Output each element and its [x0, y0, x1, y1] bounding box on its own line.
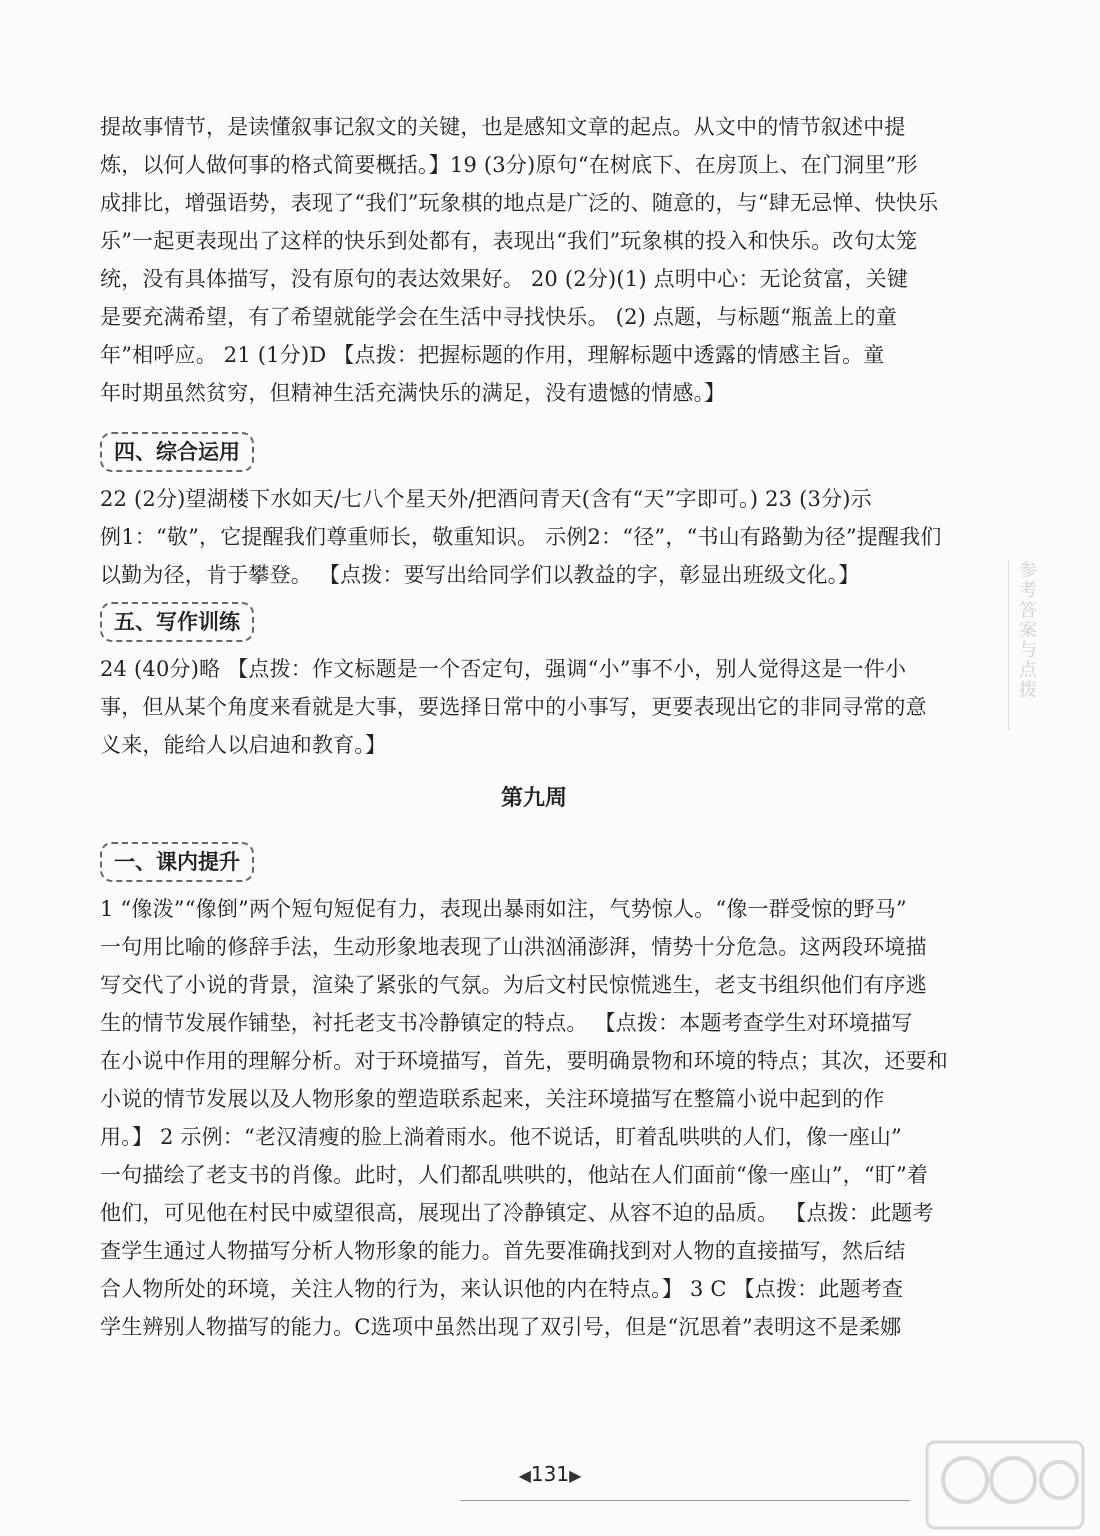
text-line: 24 (40分)略 【点拨：作文标题是一个否定句，强调“小”事不小，别人觉得这是一件小 [100, 657, 907, 681]
answer-block-c [100, 650, 968, 764]
left-arrow-icon: ◀ [518, 1466, 531, 1485]
text-line: 一句用比喻的修辞手法，生动形象地表现了山洪汹涌澎湃，情势十分危急。这两段环境描 [100, 935, 927, 959]
spacer [100, 412, 968, 424]
section-header-4 [100, 424, 968, 480]
text-line: 统，没有具体描写，没有原句的表达效果好。 20 (2分)(1) 点明中心：无论贫富，关键 [100, 267, 909, 291]
right-arrow-icon: ▶ [569, 1466, 582, 1485]
text-line: 查学生通过人物描写分析人物形象的能力。首先要准确找到对人物的直接描写，然后结 [100, 1239, 906, 1263]
text-line: 义来，能给人以启迪和教育。】 [100, 733, 387, 757]
text-line: 事，但从某个角度来看就是大事，要选择日常中的小事写，更要表现出它的非同寻常的意 [100, 695, 927, 719]
text-line: 年”相呼应。 21 (1分)D 【点拨：把握标题的作用，理解标题中透露的情感主旨。童 [100, 343, 885, 367]
answer-block-b [100, 480, 968, 594]
footer-rule [460, 1500, 910, 1501]
text-line: 例1：“敬”，它提醒我们尊重师长，敬重知识。 示例2：“径”，“书山有路勤为径”提醒我们 [100, 525, 942, 549]
text-line: 在小说中作用的理解分析。对于环境描写，首先，要明确景物和环境的特点；其次，还要和 [100, 1049, 948, 1073]
side-tab: 参考答案与点拨 [1008, 560, 1039, 730]
text-line: 写交代了小说的背景，渲染了紧张的气氛。为后文村民惊慌逃生，老支书组织他们有序逃 [100, 973, 927, 997]
content [100, 108, 968, 1346]
text-line: 他们，可见他在村民中威望很高，展现出了冷静镇定、从容不迫的品质。 【点拨：此题考 [100, 1201, 934, 1225]
text-line: 1 “像泼”“像倒”两个短句短促有力，表现出暴雨如注，气势惊人。“像一群受惊的野马” [100, 897, 907, 921]
text-line: 生的情节发展作铺垫，衬托老支书冷静镇定的特点。 【点拨：本题考查学生对环境描写 [100, 1011, 913, 1035]
watermark-logo [925, 1440, 1085, 1530]
section-title-5: 五、写作训练 [100, 602, 254, 642]
text-line: 提故事情节，是读懂叙事记叙文的关键，也是感知文章的起点。从文中的情节叙述中提 [100, 115, 906, 139]
text-line: 用。】 2 示例：“老汉清瘦的脸上淌着雨水。他不说话，盯着乱哄哄的人们，像一座山” [100, 1125, 902, 1149]
text-line: 年时期虽然贫穷，但精神生活充满快乐的满足，没有遗憾的情感。】 [100, 381, 726, 405]
section-header-1 [100, 834, 968, 890]
text-line: 炼，以何人做何事的格式简要概括。】19 (3分)原句“在树底下、在房顶上、在门洞里”形 [100, 153, 918, 177]
answer-block-d [100, 890, 968, 1346]
text-line: 小说的情节发展以及人物形象的塑造联系起来，关注环境描写在整篇小说中起到的作 [100, 1087, 885, 1111]
text-line: 合人物所处的环境，关注人物的行为，来认识他的内在特点。】 3 C 【点拨：此题考查 [100, 1277, 904, 1301]
text-line: 成排比，增强语势，表现了“我们”玩象棋的地点是广泛的、随意的，与“肆无忌惮、快快乐 [100, 191, 939, 215]
page-number: 131 [530, 1462, 570, 1486]
answer-block-a [100, 108, 968, 412]
week-title: 第九周 [500, 786, 567, 811]
text-line: 是要充满希望，有了希望就能学会在生活中寻找快乐。 (2) 点题，与标题“瓶盖上的童 [100, 305, 898, 329]
text-line: 学生辨别人物描写的能力。C选项中虽然出现了双引号，但是“沉思着”表明这不是柔娜 [100, 1315, 902, 1339]
text-line: 一句描绘了老支书的肖像。此时，人们都乱哄哄的，他站在人们面前“像一座山”，“盯”着 [100, 1163, 929, 1187]
text-line: 以勤为径，肯于攀登。 【点拨：要写出给同学们以教益的字，彰显出班级文化。】 [100, 563, 860, 587]
section-title-1: 一、课内提升 [100, 842, 254, 882]
section-title-4: 四、综合运用 [100, 432, 254, 472]
text-line: 22 (2分)望湖楼下水如天/七八个星天外/把酒问青天(含有“天”字即可。) 23 (3分)示 [100, 487, 872, 511]
section-header-5 [100, 594, 968, 650]
text-line: 乐”一起更表现出了这样的快乐到处都有，表现出“我们”玩象棋的投入和快乐。改句太笼 [100, 229, 918, 253]
